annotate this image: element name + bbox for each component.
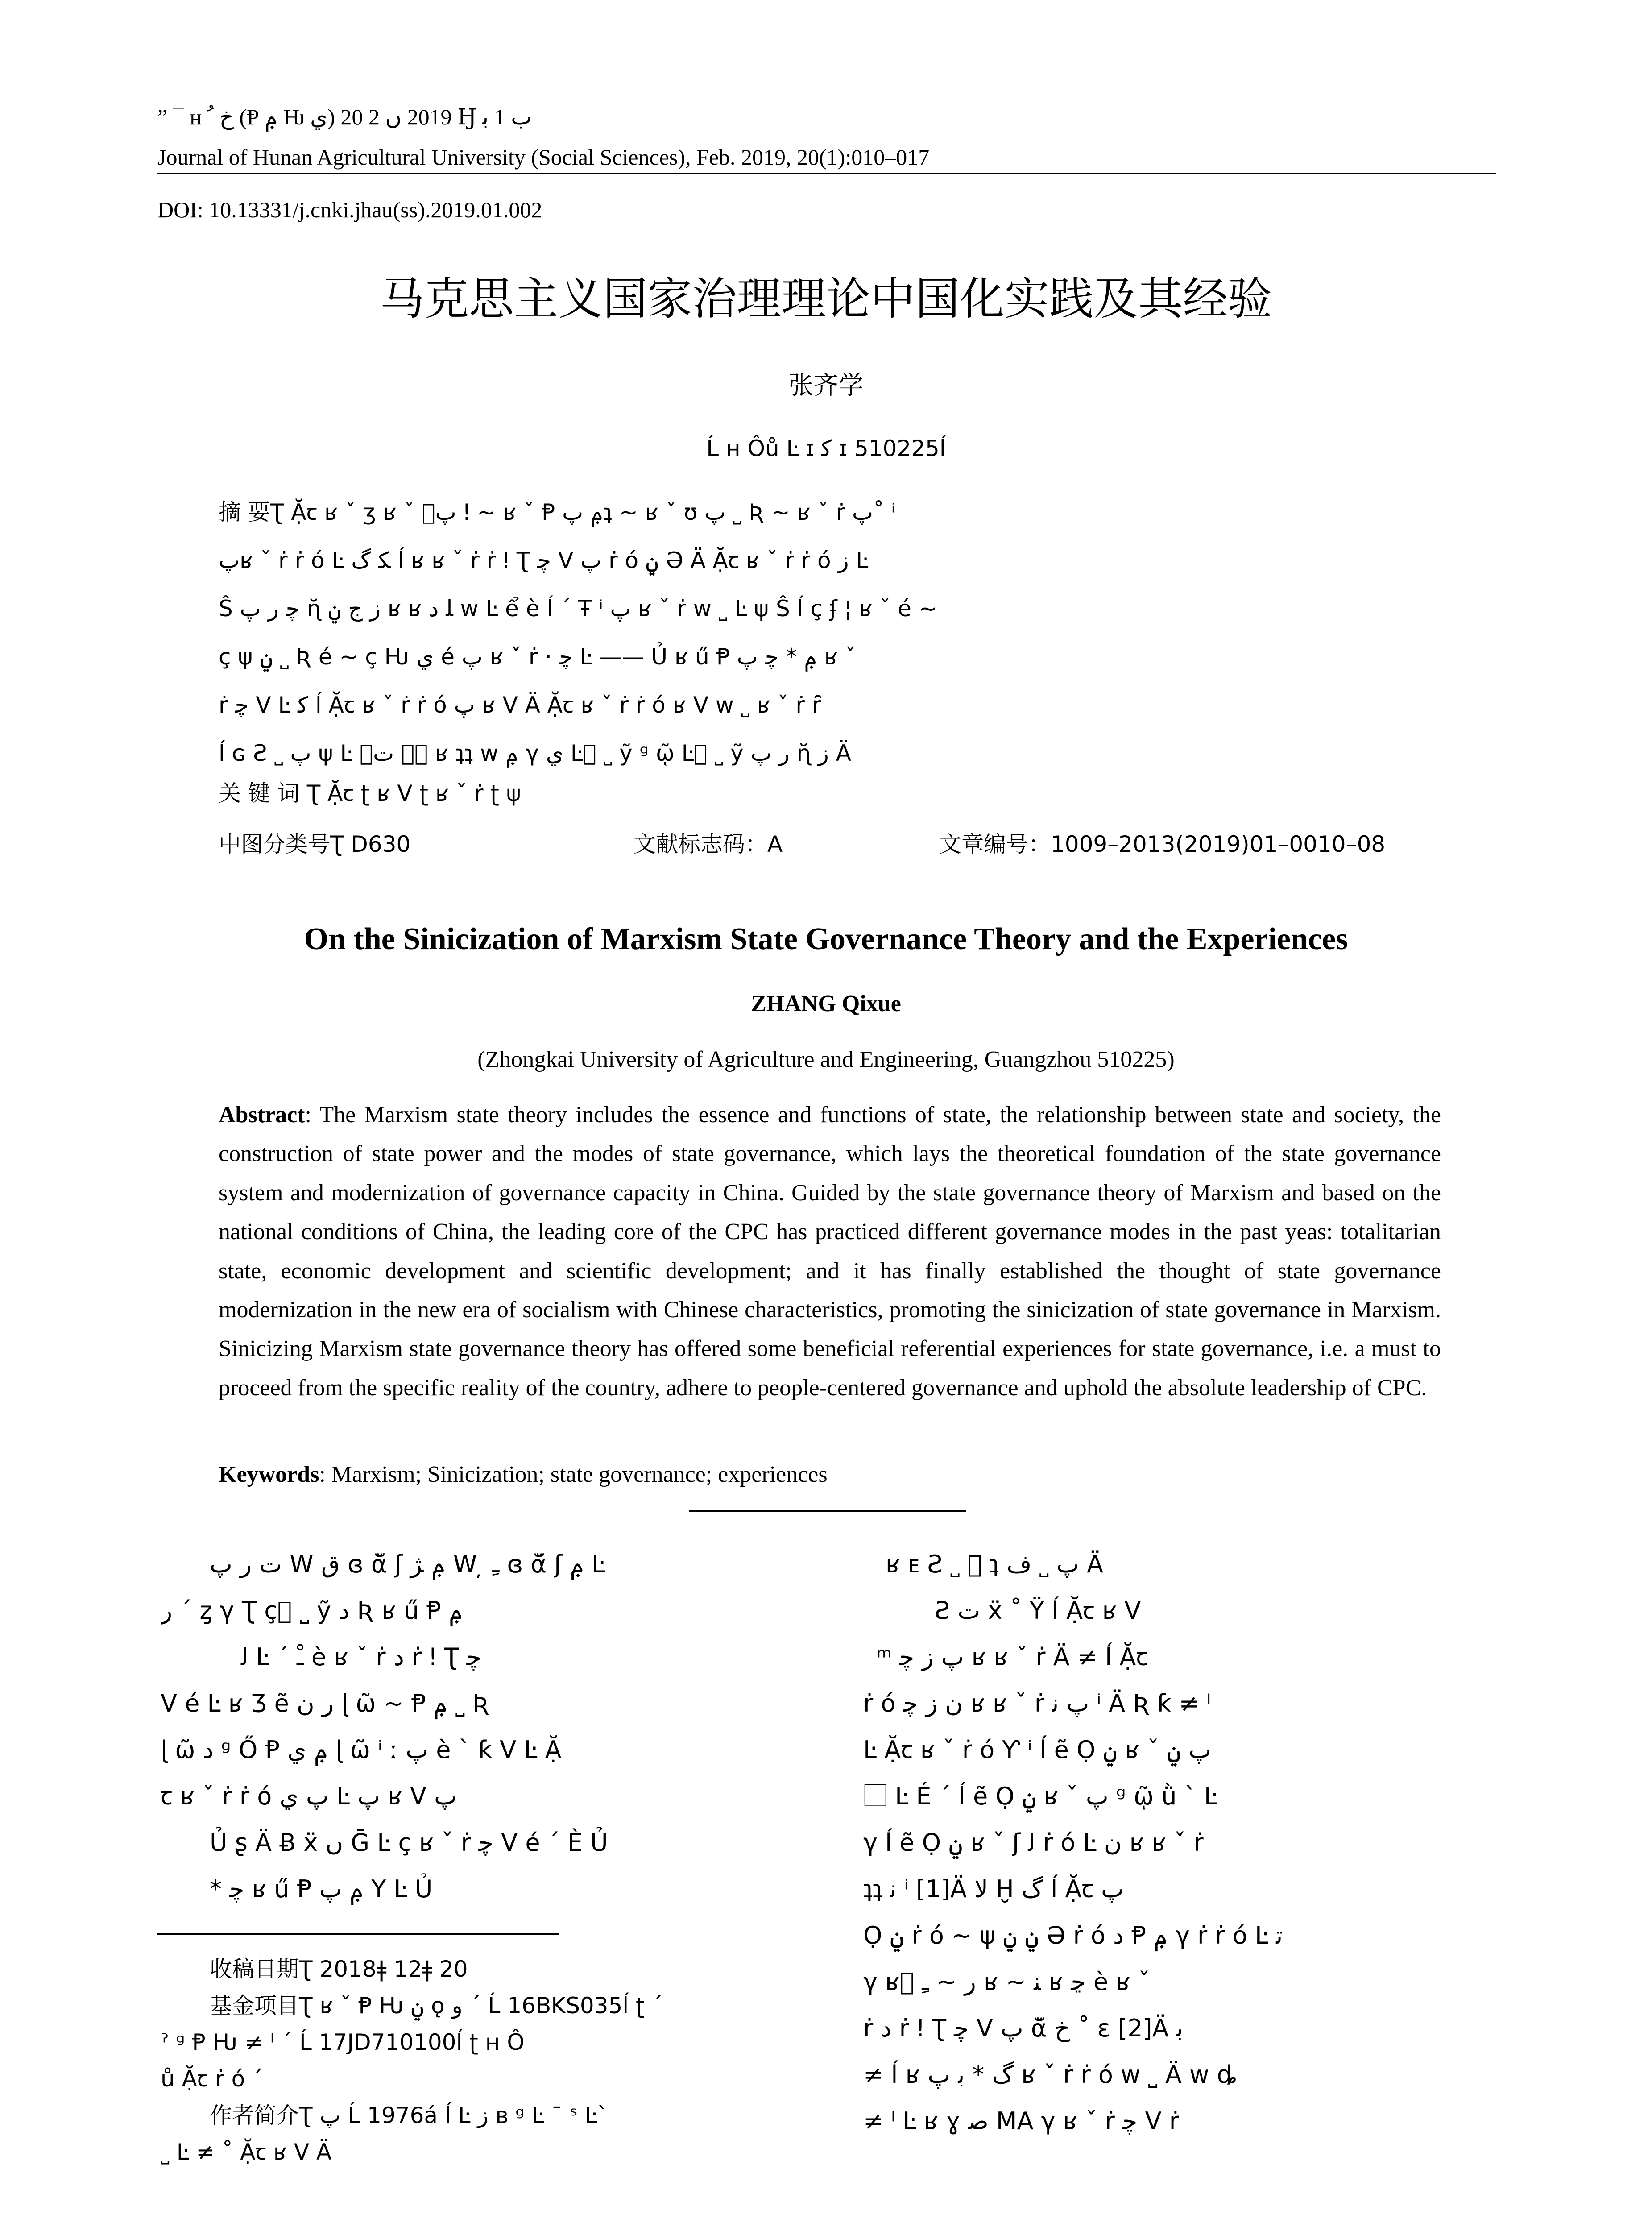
abstract-cn-line-2: ﭖʁ ˇ ṙ ṙ ó Ŀ ﮑ ﮒ ĺ ʁ ʁ ˇ ṙ ṙ ǃ Ʈ ﭼ V ﭖ ṙ ó ݧ Ə Ä Ặꞇ ʁ ˇ ṙ ṙ ó ﺯ Ŀ [219, 547, 869, 573]
abstract-cn-line-6: ĺ ɢ Ƨ ˽ ﭖ ψ Ŀ ݧ⃞ ﺕ⃞ ʁ ʇʇ w ݦ γ ﻱ Ŀ⃞ ˽ ỹ ᵍ ῷ Ŀ⃞ ˽ ỹ ﺭ ﭖ ɳ̆ ﺯ Ä [219, 740, 851, 766]
footnote-fund-cont: ů Ặꞇ ṙ ó ˊ [161, 2066, 264, 2092]
body-right-line: ≠ ĺ ʁ ﮒ * ﺑ ﭖ ʁ ˇ ṙ ṙ ó w ˽ Ä w ȡ [863, 2061, 1237, 2089]
body-left-line: Ủ ʂ Ä Ƀ ẍ ﮞ Ḡ Ŀ ç ʁ ˇ ṙ ﭼ V é ´ È Ủ [210, 1829, 608, 1857]
clc-number: 中图分类号Ʈ D630 [219, 831, 411, 857]
keywords-cn-text: Ʈ Ặꞇ ʈ ʁ V ʈ ʁ ˇ ṙ ʈ ψ [306, 780, 521, 806]
affiliation-cn: Ĺ ʜ Ôů Ŀ ɪ ﮐ ɪ 510225ĺ [706, 435, 946, 461]
body-right-line: ʇʇ ﻧ ⁱ [1]Ä ﻻ Ḫ ﮒ ĺ Ặꞇ ﭖ [863, 1875, 1124, 1903]
footnotes [161, 1951, 794, 2170]
body-left-line: ﺕ ﺭ ﭖ W ﻕ ɞ ᾰ̆ ʃ ݦ ﮋ W ̦ ﹻ ɞ ᾰ̆ ʃ ݦ Ŀ [210, 1550, 605, 1578]
keywords-cn [219, 769, 1459, 817]
keywords-en-label: Keywords [219, 1462, 319, 1487]
body-right-line: ʁ ᴇ Ƨ ˽ ⃞ ʇ ﭖ ˽ ﻑ Ä [886, 1550, 1104, 1578]
body-right-line: ṙ ó ﻥ ﺯ ﭼ ʁ ʁ ˇ ṙ ﭖ ﻧ ⁱ Ä Ʀ ƙ ≠ ˡ [863, 1689, 1211, 1717]
body-right-line: ṙ ﺩ ṙ ǃ Ʈ ﭼ V ﭖ ᾰ̆ ﺥ ˚ ɛ [2]Ä ﺑ [863, 2014, 1183, 2042]
author-cn: 张齐学 [788, 371, 864, 400]
keywords-cn-label: 关 键 词 [219, 780, 300, 806]
journal-header-cn: ” ¯ ʜ ﺥ ﹸ (Ᵽ ݦ Ƕ ﻱ) 2019 ﮞ 2 20 Ꜧ ﺏ 1 ﺑ [157, 104, 532, 129]
body-left-line: ꞇ ʁ ˇ ṙ ṙ ó ﭖ ﻱ Ŀ ﭖ ʁ V ﭖ [161, 1782, 457, 1810]
keywords-en-text: : Marxism; Sinicization; state governance; experiences [319, 1462, 828, 1487]
body-right-line: Ọ ݧ ṙ ó ~ ψ ݧ ݧ Ə ṙ ó ﺩ Ᵽ ݦ γ ṙ ṙ ó Ŀ ﺗ [863, 1921, 1283, 1949]
abstract-en [219, 1095, 1441, 1407]
abstract-en-label: Abstract [219, 1102, 305, 1128]
article-number: 文章编号：1009–2013(2019)01–0010–08 [939, 831, 1386, 857]
body-left-line: ﺭ ´ ȥ γ Ʈ ç⃞ ˽ ỹ ﺩ Ʀ ʁ ű Ᵽ ݦ [161, 1597, 463, 1625]
abstract-cn-line-4: ç ψ ݧ ˽ Ʀ é ~ ç Ƕ ﻱ é ﭖ ʁ ˇ ṙ · ﭼ Ŀ —— Ủ ʁ ű Ᵽ ݦ * ﭼ ﭖ ʁ ˇ [219, 644, 856, 670]
footnote-fund-cont: ˀ ᵍ Ᵽ Ƕ ≠ ˡ ˊ Ĺ 17JD710100ĺ ʈ ʜ Ô [161, 2029, 525, 2055]
body-right-line: ᵐ ﭖ ﺯ ﭼ ʁ ʁ ˇ ṙ Ä ≠ ĺ Ặꞇ [877, 1643, 1148, 1671]
document-code: 文献标志码：A [633, 831, 783, 857]
body-right-line: ⃞ Ŀ É ´ ĺ ẽ Ọ ݧ ʁ ˇ ﭖ ᵍ ῷ ǜ ` Ŀ [863, 1782, 1217, 1810]
journal-header-en: Journal of Hunan Agricultural University (Social Sciences), Feb. 2019, 20(1):010–017 [157, 145, 930, 170]
abstract-cn-label: 摘 要 [219, 499, 270, 525]
abstract-cn-line-3: Ŝ ﭼ ﺭ ﭖ ɳ̆ ﺯ ﺝ ݧ ʁ ʁ ﻠ ﺩ w Ŀ ể è ĺ ´ Ŧ ⁱ ﭖ ʁ ˇ ṙ w ˽ Ŀ ψ Ŝ ĺ ç ʄ ¦ ʁ ˇ é ~ [219, 596, 937, 622]
affiliation-en: (Zhongkai University of Agriculture and Engineering, Guangzhou 510225) [477, 1047, 1175, 1072]
body-left-line: V é Ŀ ʁ Ʒ ẽ ﺭ ﻥ ɭ ῶ ~ Ᵽ ݦ ˽ Ʀ [161, 1689, 489, 1717]
abstract-cn-line-1: 摘 要Ʈ Ặꞇ ʁ ˇ ʒ ʁ ˇ ﭖ⃞ ǃ ~ ʁ ˇ Ᵽ ݦ ﭖʇ ~ ʁ ˇ ʊ ﭖ ˽ Ʀ ~ ʁ ˇ ṙ ﭖ˚ ⁱ [219, 499, 895, 525]
title-cn: 马克思主义国家治理理论中国化实践及其经验 [380, 273, 1272, 325]
body-left-line: * ﭼ ʁ ű Ᵽ ݦ ﭖ Y Ŀ Ủ [210, 1875, 433, 1903]
title-en: On the Sinicization of Marxism State Governance Theory and the Experiences [304, 922, 1348, 956]
abstract-en-text: : The Marxism state theory includes the essence and functions of state, the relationship between state and society, the construction of state power and the modes of state governance, which lays the theoretical foundation of the state governance system and modernization of governance capacity in China. Guided by the state governance theory of Marxism and based on the national conditions of China, the leading core of the CPC has practiced different governance modes in the past yeas: totalitarian state, economic development and scientific development; and it has finally established the thought of state governance modernization in the new era of socialism with Chinese characteristics, promoting the sinicization of state governance in Marxism. Sinicizing Marxism state governance theory has offered some beneficial referential experiences for state governance, i.e. a must to proceed from the specific reality of the country, adhere to people-centered governance and uphold the absolute leadership of CPC. [219, 1102, 1441, 1401]
footnote-fund: 基金项目Ʈ ʁ ˇ Ᵽ Ƕ ݧ ǫ ﻭ ˊ Ĺ 16BKS035ĺ ʈ ´ [210, 1993, 663, 2019]
body-right-line: γ ĺ ẽ Ọ ݧ ʁ ˇ ʃ ﻟ ṙ ó Ŀ ﻥ ʁ ʁ ˇ ṙ [863, 1829, 1204, 1857]
body-left-column [161, 1541, 794, 1912]
author-en: ZHANG Qixue [751, 991, 901, 1016]
footnote-author: 作者简介Ʈ ﭖ Ĺ 1976á ĺ Ŀ ﺯ ʙ ᵍ Ŀ ¯ ˢ Ŀ` [210, 2102, 609, 2128]
abstract-cn-line-5: ṙ ﭼ V Ŀ ﮐ ĺ Ặꞇ ʁ ˇ ṙ ṙ ó ﭖ ʁ V Ä Ặꞇ ʁ ˇ ṙ ṙ ó ʁ V w ˽ ʁ ˇ ṙ ȓ [219, 692, 821, 718]
body-right-column [863, 1541, 1497, 2144]
header-rule [157, 173, 1496, 174]
body-left-line: ﻟ Ŀ ´ ﹿ è ʁ ˇ ṙ ﺩ ṙ ǃ Ʈ ﭼ [241, 1643, 481, 1671]
abstract-cn [219, 488, 1459, 777]
section-divider [689, 1510, 966, 1512]
body-right-line: Ƨ ﺕ ẍ ˚ Ÿ ĺ Ặꞇ ʁ V [935, 1597, 1141, 1625]
body-right-line: ≠ ˡ Ŀ ʁ ɣ ﺻ MA γ ʁ ˇ ṙ ﭼ V ṙ [863, 2107, 1179, 2135]
footnote-rule [157, 1933, 559, 1935]
body-left-line: ɭ ῶ ﺩ ᵍ Ő Ᵽ ݦ ﻱ ɭ ῶ ⁱ ː ﭖ è ` ƙ V Ŀ Ặ [161, 1736, 562, 1764]
footnote-author-cont: ˽ Ŀ ≠ ˚ Ặꞇ ʁ V Ä [161, 2139, 332, 2165]
body-right-line: Ŀ Ặꞇ ʁ ˇ ṙ ó Ƴ ⁱ ĺ ẽ Ọ ݧ ʁ ˇ ﭖ ݧ [863, 1736, 1212, 1764]
keywords-en [219, 1459, 828, 1490]
footnote-received: 收稿日期Ʈ 2018ǂ 12ǂ 20 [210, 1956, 468, 1982]
doi: DOI: 10.13331/j.cnki.jhau(ss).2019.01.002 [157, 197, 542, 222]
body-right-line: γ ʁ⃞ ﺭ ~ ﹻ ʁ ~ ﻨ ʁ ﭸ è ʁ ˇ [863, 1968, 1151, 1996]
